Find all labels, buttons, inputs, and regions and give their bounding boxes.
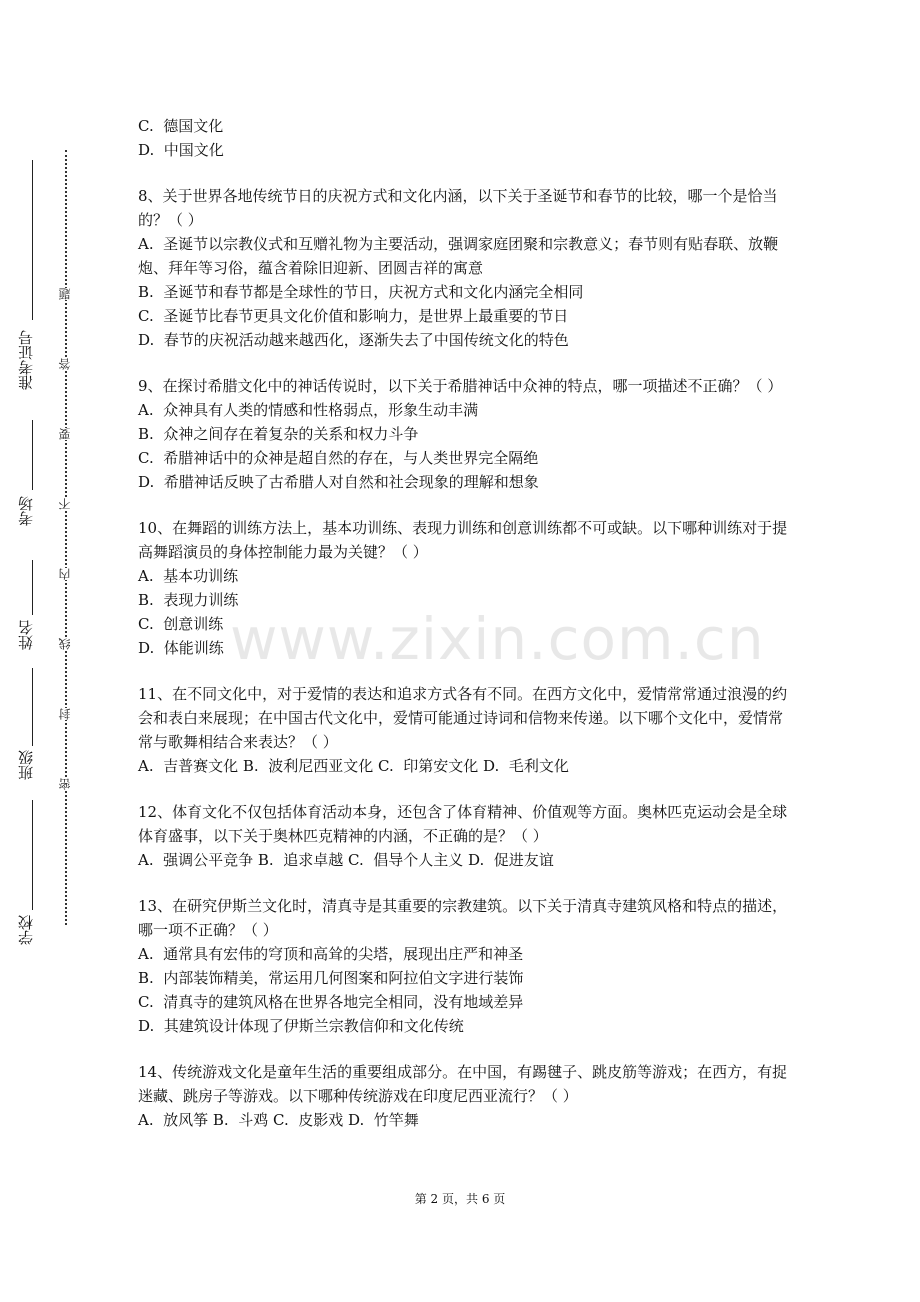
option: D. 春节的庆祝活动越来越西化，逐渐失去了中国传统文化的特色 xyxy=(138,331,569,349)
option: A. 放风筝 B. 斗鸡 C. 皮影戏 D. 竹竿舞 xyxy=(138,1111,419,1129)
option: A. 通常具有宏伟的穹顶和高耸的尖塔，展现出庄严和神圣 xyxy=(138,945,524,963)
option: A. 众神具有人类的情感和性格弱点，形象生动丰满 xyxy=(138,401,479,419)
option: A. 圣诞节以宗教仪式和互赠礼物为主要活动，强调家庭团聚和宗教意义；春节则有贴春联、放鞭炮、拜年等习俗，蕴含着除旧迎新、团圆吉祥的寓意 xyxy=(138,235,779,277)
page-footer: 第 2 页，共 6 页 xyxy=(414,1192,506,1206)
option: C. 清真寺的建筑风格在世界各地完全相同，没有地域差异 xyxy=(138,993,524,1011)
option: B. 圣诞节和春节都是全球性的节日，庆祝方式和文化内涵完全相同 xyxy=(138,283,584,301)
option: C. 创意训练 xyxy=(138,615,224,633)
question-8 xyxy=(138,184,788,352)
cut-mark: 内 xyxy=(58,568,72,580)
cut-mark: 不 xyxy=(58,498,72,510)
continuation-options xyxy=(138,114,788,162)
question-11 xyxy=(138,682,788,778)
question-stem: 10、在舞蹈的训练方法上，基本功训练、表现力训练和创意训练都不可或缺。以下哪种训练对于提高舞蹈演员的身体控制能力最为关键？（ ） xyxy=(138,519,788,561)
field-exam-room-line xyxy=(32,420,33,490)
field-school-label: 学校 xyxy=(17,915,35,945)
cut-mark: 答 xyxy=(58,358,72,370)
question-12 xyxy=(138,800,788,872)
cut-mark: 题 xyxy=(58,288,72,300)
option: D. 体能训练 xyxy=(138,639,224,657)
option: B. 内部装饰精美，常运用几何图案和阿拉伯文字进行装饰 xyxy=(138,969,524,987)
field-school-line xyxy=(32,800,33,910)
field-exam-number-line xyxy=(32,160,33,320)
question-13 xyxy=(138,894,788,1038)
field-class-line xyxy=(32,668,33,746)
binding-margin xyxy=(0,0,110,1302)
cut-mark: 线 xyxy=(58,638,72,650)
option: C. 希腊神话中的众神是超自然的存在，与人类世界完全隔绝 xyxy=(138,449,539,467)
cut-mark: 要 xyxy=(58,428,72,440)
field-class-label: 班级 xyxy=(17,750,35,780)
cut-mark: 密 xyxy=(58,778,72,790)
field-name-label: 姓名 xyxy=(17,620,35,650)
cut-line xyxy=(65,150,67,925)
option: C. 德国文化 xyxy=(138,117,224,135)
option: C. 圣诞节比春节更具文化价值和影响力，是世界上最重要的节日 xyxy=(138,307,569,325)
question-14 xyxy=(138,1060,788,1132)
option: B. 众神之间存在着复杂的关系和权力斗争 xyxy=(138,425,419,443)
question-content xyxy=(138,114,788,1154)
option: D. 希腊神话反映了古希腊人对自然和社会现象的理解和想象 xyxy=(138,473,539,491)
field-exam-number-label: 准考证号 xyxy=(17,330,35,390)
option: A. 基本功训练 xyxy=(138,567,239,585)
option: B. 表现力训练 xyxy=(138,591,239,609)
field-name-line xyxy=(32,560,33,615)
question-stem: 14、传统游戏文化是童年生活的重要组成部分。在中国，有踢毽子、跳皮筋等游戏；在西方，有捉迷藏、跳房子等游戏。以下哪种传统游戏在印度尼西亚流行？（ ） xyxy=(138,1063,788,1105)
question-10 xyxy=(138,516,788,660)
question-stem: 13、在研究伊斯兰文化时，清真寺是其重要的宗教建筑。以下关于清真寺建筑风格和特点的描述，哪一项不正确？（ ） xyxy=(138,897,788,939)
option: D. 其建筑设计体现了伊斯兰宗教信仰和文化传统 xyxy=(138,1017,464,1035)
option: A. 强调公平竞争 B. 追求卓越 C. 倡导个人主义 D. 促进友谊 xyxy=(138,851,554,869)
question-9 xyxy=(138,374,788,494)
option: D. 中国文化 xyxy=(138,141,224,159)
question-stem: 8、关于世界各地传统节日的庆祝方式和文化内涵，以下关于圣诞节和春节的比较，哪一个是恰当的？（ ） xyxy=(138,187,778,229)
question-stem: 12、体育文化不仅包括体育活动本身，还包含了体育精神、价值观等方面。奥林匹克运动会是全球体育盛事，以下关于奥林匹克精神的内涵，不正确的是？（ ） xyxy=(138,803,788,845)
question-stem: 11、在不同文化中，对于爱情的表达和追求方式各有不同。在西方文化中，爱情常常通过浪漫的约会和表白来展现；在中国古代文化中，爱情可能通过诗词和信物来传递。以下哪个文化中，爱情常常与歌舞相结合来表达？（ ） xyxy=(138,685,788,751)
question-stem: 9、在探讨希腊文化中的神话传说时，以下关于希腊神话中众神的特点，哪一项描述不正确？（ ） xyxy=(138,377,783,395)
watermark: www.zixin.com.cn xyxy=(230,605,765,673)
cut-mark: 封 xyxy=(58,708,72,720)
field-exam-room-label: 考场 xyxy=(17,496,35,526)
option: A. 吉普赛文化 B. 波利尼西亚文化 C. 印第安文化 D. 毛利文化 xyxy=(138,757,569,775)
